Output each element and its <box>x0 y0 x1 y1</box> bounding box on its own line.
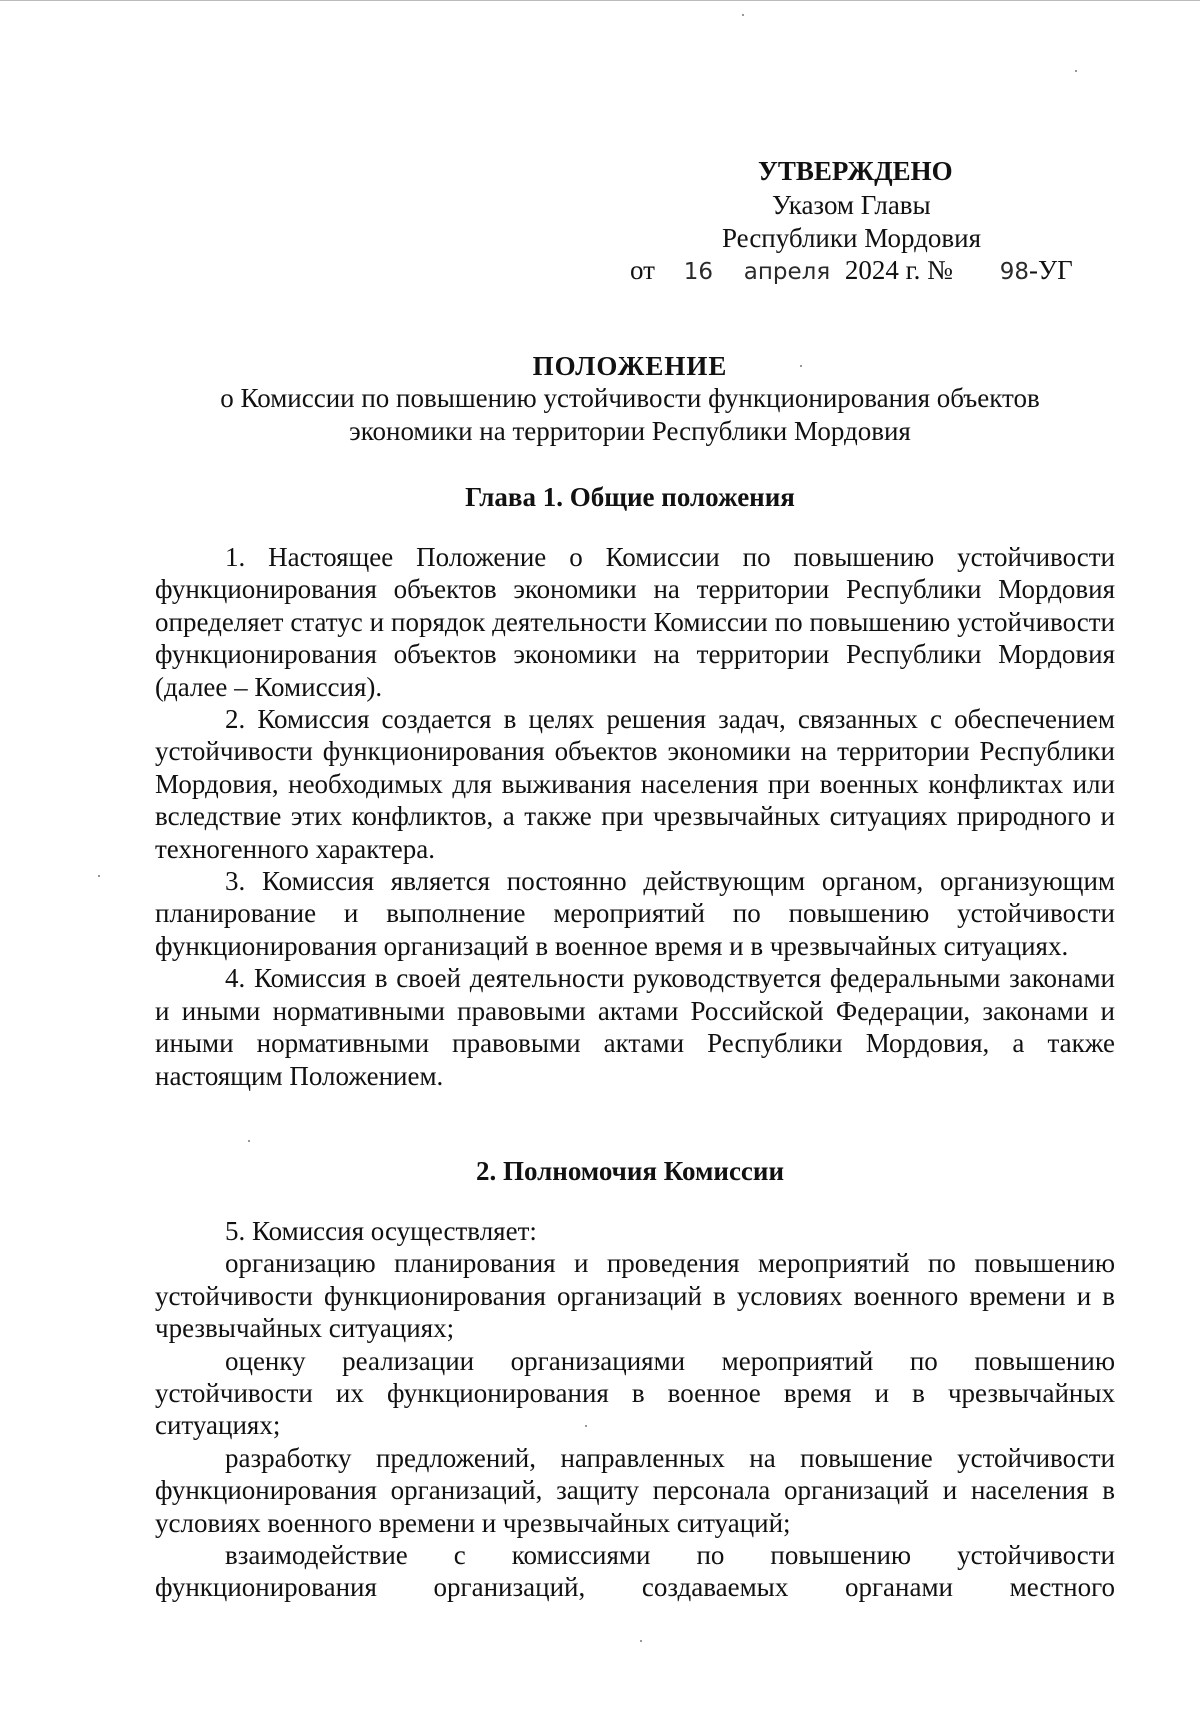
approval-date-line <box>630 254 1073 288</box>
paragraph-3: 3. Комиссия является постоянно действующим органом, организующим планирование и выполнение мероприятий по повышению устойчивости функционирования организаций в военное время и в чрезвычайных ситуациях. <box>155 866 1115 961</box>
scan-speck <box>742 14 744 16</box>
list-item-assessment: оценку реализации организациями мероприятий по повышению устойчивости их функционирования в военное время и в чрезвычайных ситуациях; <box>155 1345 1115 1441</box>
list-item-proposals: разработку предложений, направленных на повышение устойчивости функционирования организаций, защиту персонала организаций и населения в условиях военного времени и чрезвычайных ситуаций; <box>155 1442 1115 1538</box>
approval-month: апреля <box>743 259 831 285</box>
chapter-2-heading: 2. Полномочия Комиссии <box>475 1156 785 1186</box>
document-title-block <box>140 350 1120 447</box>
approval-number-suffix: -УГ <box>1028 255 1073 285</box>
paragraph-2: 2. Комиссия создается в целях решения задач, связанных с обеспечением устойчивости функционирования объектов экономики на территории Республики Мордовия, необходимых для выживания населения при военных конфликтах или вследствие этих конфликтов, а также при чрезвычайных ситуациях природного и техногенного характера. <box>155 704 1115 864</box>
document-title: ПОЛОЖЕНИЕ <box>532 351 728 381</box>
approval-stamp: УТВЕРЖДЕНО <box>758 156 953 186</box>
approval-year-sign: 2024 г. № <box>844 255 953 285</box>
chapter-1-heading: Глава 1. Общие положения <box>465 482 795 512</box>
approval-republic: Республики Мордовия <box>722 223 982 253</box>
paragraph-4: 4. Комиссия в своей деятельности руководствуется федеральными законами и иными нормативными правовыми актами Российской Федерации, законами и иными нормативными правовыми актами Республики Мордовия, а также настоящим Положением. <box>155 963 1115 1091</box>
approval-number: 98 <box>999 259 1029 285</box>
chapter-1-body <box>155 541 1115 1092</box>
document-subtitle-line-2: экономики на территории Республики Мордовия <box>349 415 911 446</box>
scan-speck <box>640 1640 642 1642</box>
paragraph-1: 1. Настоящее Положение о Комиссии по повышению устойчивости функционирования объектов экономики на территории Республики Мордовия определяет статус и порядок деятельности Комиссии по повышению устойчивости функционирования объектов экономики на территории Республики Мордовия (далее – Комиссия). <box>155 542 1115 702</box>
scan-speck <box>1075 70 1077 72</box>
scan-speck <box>248 1140 250 1142</box>
approval-decree: Указом Главы <box>772 190 931 220</box>
list-item-interaction: взаимодействие с комиссиями по повышению устойчивости функционирования организаций, создаваемых органами местного <box>155 1540 1115 1603</box>
scan-speck <box>98 875 100 877</box>
chapter-2-body <box>155 1215 1115 1604</box>
paragraph-5-intro: 5. Комиссия осуществляет: <box>225 1216 537 1246</box>
approval-day: 16 <box>683 259 713 285</box>
document-subtitle-line-1: о Комиссии по повышению устойчивости функционирования объектов <box>220 383 1040 414</box>
scan-edge-line <box>0 0 1200 1</box>
list-item-planning: организацию планирования и проведения мероприятий по повышению устойчивости функционирования организаций в условиях военного времени и в чрезвычайных ситуациях; <box>155 1248 1115 1344</box>
approval-date-prefix: от <box>630 255 655 285</box>
